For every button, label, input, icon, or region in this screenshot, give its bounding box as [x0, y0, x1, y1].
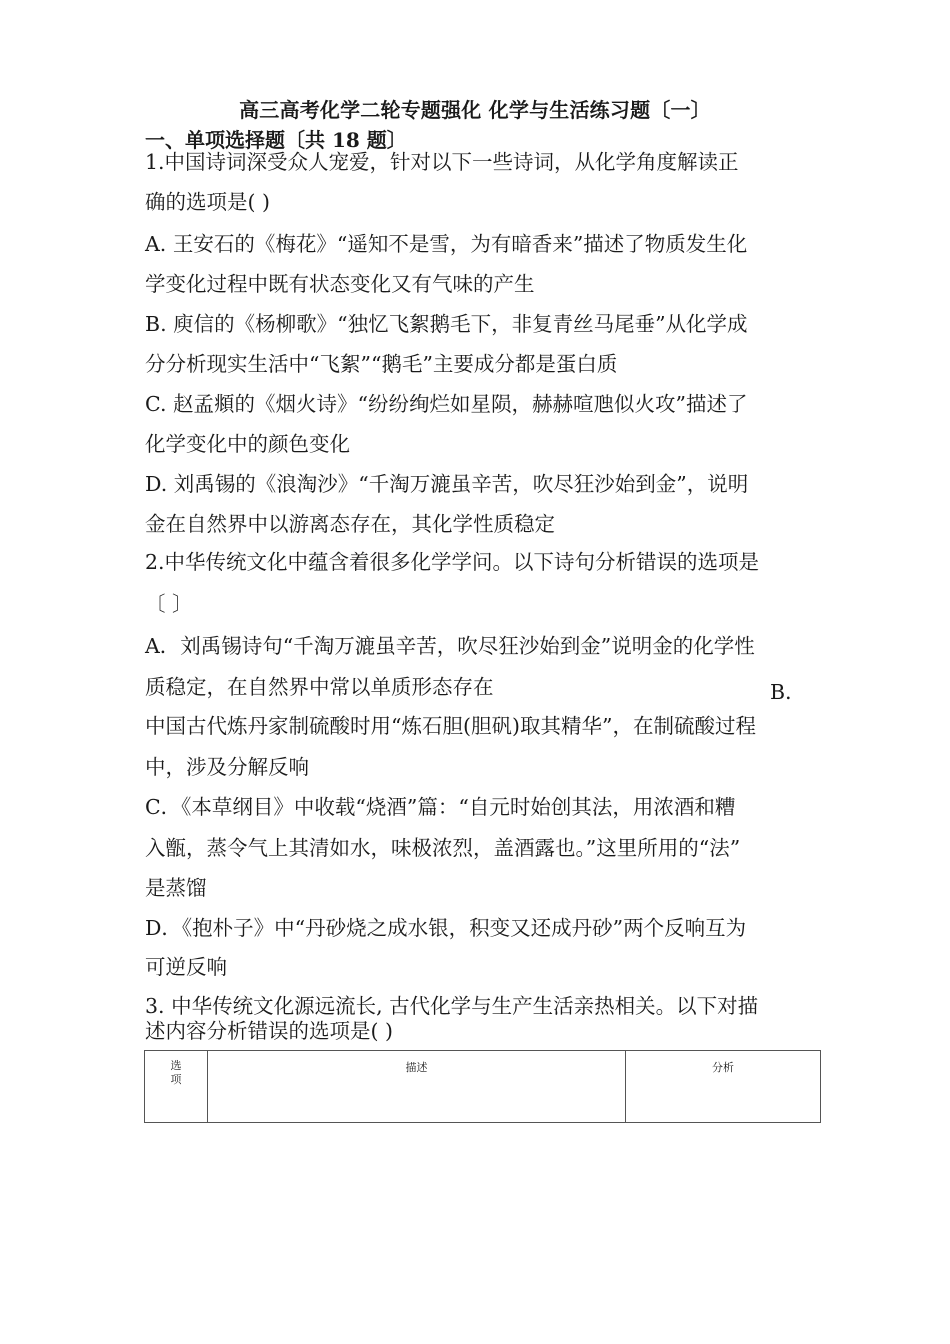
question-2-option-d-line-2: 可逆反响 — [145, 955, 227, 979]
question-2-option-c-line-3: 是蒸馏 — [145, 876, 207, 900]
question-1-option-d-line-1: D. 刘禹锡的《浪淘沙》“千淘万漉虽辛苦，吹尽狂沙始到金”，说明 — [145, 472, 749, 496]
question-2-option-c-line-2: 入甑，蒸令气上其清如水，味极浓烈，盖酒露也。”这里所用的“法” — [145, 836, 741, 860]
question-2-option-a-line-1: A．刘禹锡诗句“千淘万漉虽辛苦，吹尽狂沙始到金”说明金的化学性 — [145, 634, 755, 658]
question-2-option-b-marker: B． — [770, 680, 806, 704]
question-2-answer-bracket: 〔 〕 — [145, 592, 193, 616]
question-1-line-2: 确的选项是( ) — [145, 190, 271, 214]
question-2-option-a-line-2: 质稳定，在自然界中常以单质形态存在 — [145, 675, 494, 699]
question-1-option-d-line-2: 金在自然界中以游离态存在，其化学性质稳定 — [145, 512, 555, 536]
question-2-line-1: 2.中华传统文化中蕴含着很多化学学问。以下诗句分析错误的选项是 — [145, 550, 760, 574]
question-2-option-c-line-1: C．《本草纲目》中收载“烧酒”篇：“自元时始创其法，用浓酒和糟 — [145, 795, 736, 819]
table-header-analysis: 分析 — [626, 1051, 821, 1123]
question-1-option-b-line-2: 分分析现实生活中“飞絮”“鹅毛”主要成分都是蛋白质 — [145, 352, 618, 376]
question-1-option-c-line-1: C. 赵孟頫的《烟火诗》“纷纷绚烂如星陨，赫赫喧虺似火攻”描述了 — [145, 392, 748, 416]
question-1-option-a-line-2: 学变化过程中既有状态变化又有气味的产生 — [145, 272, 535, 296]
question-2-option-d-line-1: D．《抱朴子》中“丹砂烧之成水银，积变又还成丹砂”两个反响互为 — [145, 916, 747, 940]
table-header-row — [145, 1051, 821, 1123]
question-1-option-c-line-2: 化学变化中的颜色变化 — [145, 432, 350, 456]
question-1-line-1: 1.中国诗词深受众人宠爱，针对以下一些诗词，从化学角度解读正 — [145, 150, 739, 174]
question-3-line-1: 3. 中华传统文化源远流长, 古代化学与生产生活亲热相关。以下对描 — [145, 994, 759, 1018]
question-3-line-2: 述内容分析错误的选项是( ) — [145, 1019, 394, 1043]
page-title: 高三高考化学二轮专题强化 化学与生活练习题〔一〕 — [239, 98, 711, 122]
table-header-option: 选项 — [145, 1051, 208, 1123]
question-1-option-b-line-1: B. 庾信的《杨柳歌》“独忆飞絮鹅毛下，非复青丝马尾垂”从化学成 — [145, 312, 748, 336]
table-header-description: 描述 — [208, 1051, 626, 1123]
question-2-option-b-line-1: 中国古代炼丹家制硫酸时用“炼石胆(胆矾)取其精华”，在制硫酸过程 — [145, 714, 756, 738]
question-2-option-b-line-2: 中，涉及分解反响 — [145, 755, 309, 779]
section-heading: 一、单项选择题〔共 18 题〕 — [145, 128, 407, 152]
options-table — [144, 1050, 821, 1123]
question-1-option-a-line-1: A. 王安石的《梅花》“遥知不是雪，为有暗香来”描述了物质发生化 — [145, 232, 748, 256]
